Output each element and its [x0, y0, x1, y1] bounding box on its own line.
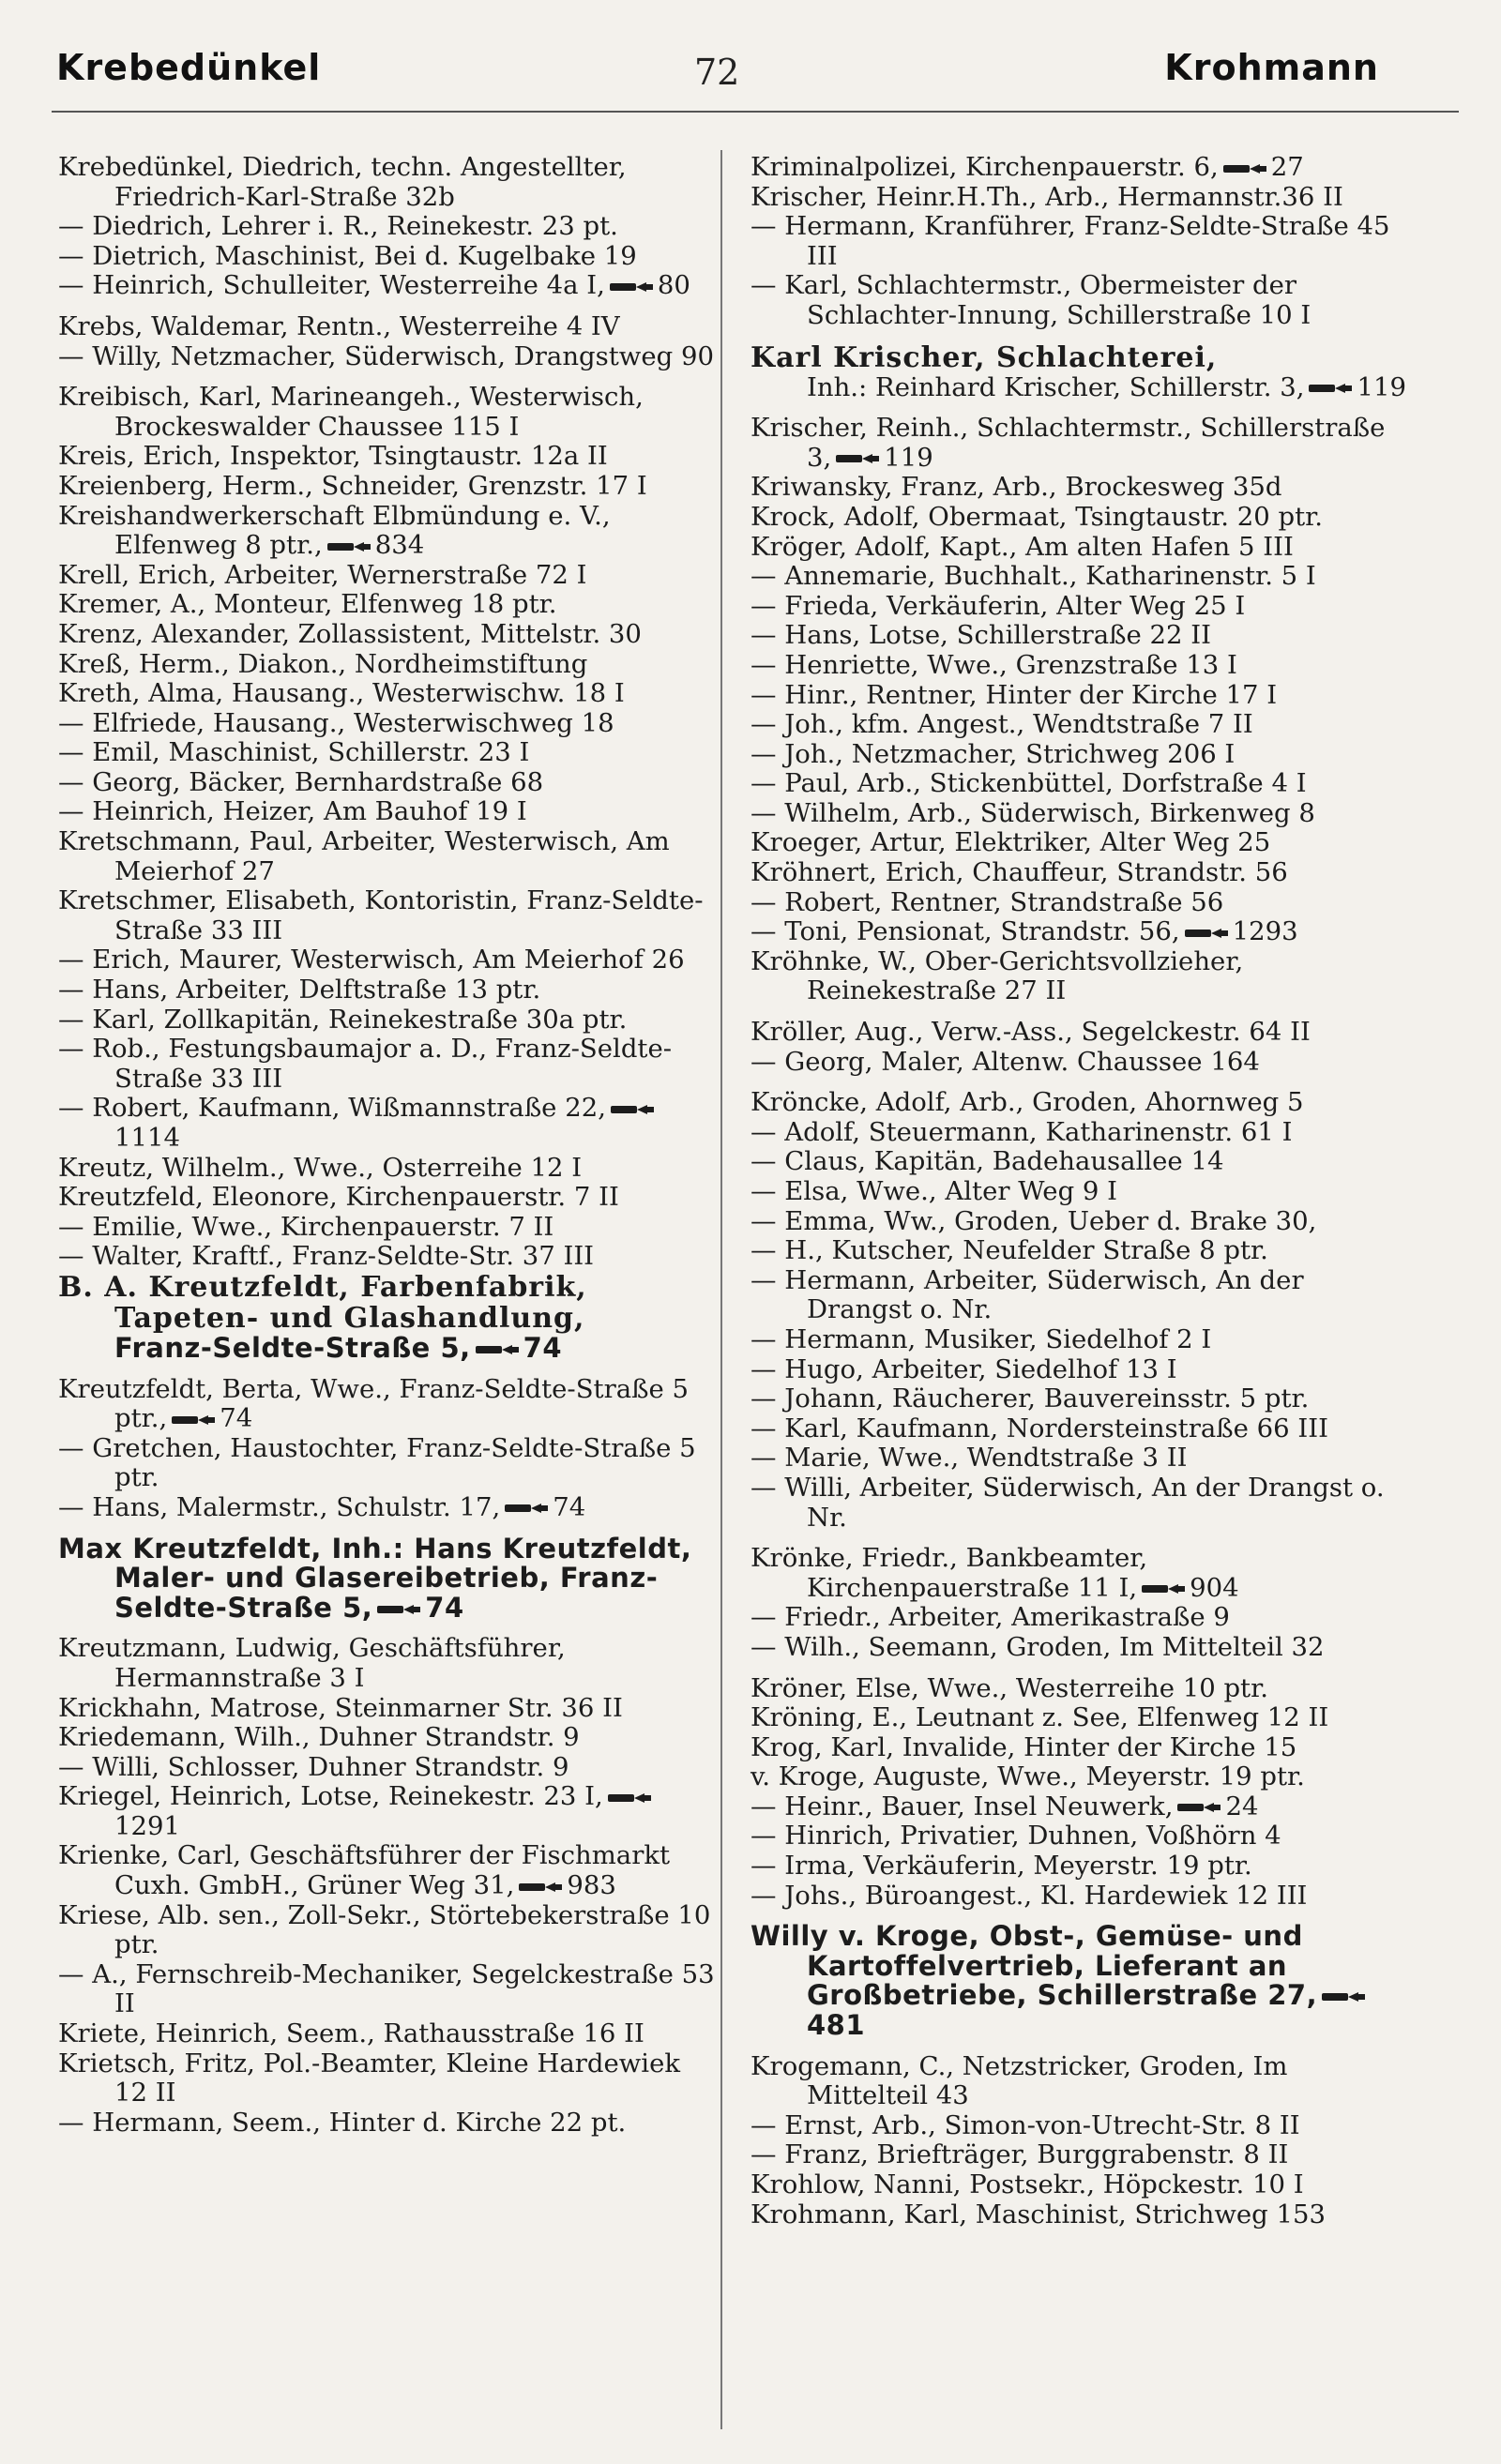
entry-text: — Rob., Festungsbaumajor a. D., Franz-Seldte-Straße 33 III	[58, 1034, 673, 1094]
entry-text: — Emilie, Wwe., Kirchenpauerstr. 7 II	[58, 1211, 554, 1242]
directory-entry	[750, 917, 1407, 947]
directory-entry	[750, 2052, 1407, 2111]
phone-number: 119	[884, 442, 933, 473]
telephone-icon	[610, 1103, 655, 1116]
entry-text: Kröhnke, W., Ober-Gerichtsvollzieher, Reinekestraße 27 II	[750, 945, 1244, 1006]
directory-entry	[58, 590, 715, 620]
directory-entry	[750, 1444, 1407, 1474]
entry-text: — Paul, Arb., Stickenbüttel, Dorfstraße 4 I	[750, 768, 1307, 799]
entry-text: Max Kreutzfeldt, Inh.: Hans Kreutzfeldt, Maler- und Glasereibetrieb, Franz-Seldte-Straße 5,	[58, 1532, 692, 1624]
telephone-icon	[475, 1343, 520, 1356]
directory-entry	[750, 533, 1407, 563]
entry-text: — Heinrich, Schulleiter, Westerreihe 4a I,	[58, 270, 605, 301]
telephone-icon	[1184, 927, 1229, 940]
directory-entry	[58, 502, 715, 561]
entry-text: — Hermann, Kranführer, Franz-Seldte-Straße 45 III	[750, 211, 1390, 271]
directory-entry	[58, 1272, 715, 1334]
left-column	[58, 153, 715, 2138]
entry-text: — Hermann, Arbeiter, Süderwisch, An der Drangst o. Nr.	[750, 1264, 1304, 1325]
directory-entry	[750, 1355, 1407, 1385]
directory-entry	[750, 1384, 1407, 1414]
directory-entry	[58, 1723, 715, 1753]
entry-text: — Hinr., Rentner, Hinter der Kirche 17 I	[750, 679, 1278, 710]
directory-entry	[58, 312, 715, 342]
directory-entry	[750, 1822, 1407, 1852]
entry-text: B. A. Kreutzfeldt, Farbenfabrik, Tapeten- und Glashandlung,	[58, 1270, 587, 1335]
page-number: 72	[694, 52, 740, 93]
entry-text: — H., Kutscher, Neufelder Straße 8 ptr.	[750, 1235, 1268, 1266]
entry-text: Kriegel, Heinrich, Lotse, Reinekestr. 23 I,	[58, 1781, 603, 1812]
directory-entry	[750, 651, 1407, 681]
directory-entry	[750, 1852, 1407, 1882]
directory-entry	[58, 1694, 715, 1724]
entry-text: Kriwansky, Franz, Arb., Brockesweg 35d	[750, 472, 1282, 503]
entry-text: Krock, Adolf, Obermaat, Tsingtaustr. 20 ptr.	[750, 501, 1324, 532]
directory-entry	[58, 153, 715, 212]
entry-text: — Gretchen, Haustochter, Franz-Seldte-Straße 5 ptr.	[58, 1432, 696, 1493]
entry-text: Krohlow, Nanni, Postsekr., Höpckestr. 10 I	[750, 2169, 1304, 2199]
entry-text: Krischer, Heinr.H.Th., Arb., Hermannstr.36 II	[750, 181, 1343, 212]
entry-text: — Hans, Lotse, Schillerstraße 22 II	[750, 620, 1211, 651]
entry-text: Krenz, Alexander, Zollassistent, Mittelstr. 30	[58, 618, 642, 649]
entry-text: — Franz, Briefträger, Burggrabenstr. 8 II	[750, 2139, 1289, 2170]
telephone-icon	[1141, 1582, 1186, 1595]
entry-text: Kröner, Else, Wwe., Westerreihe 10 ptr.	[750, 1672, 1268, 1703]
directory-entry	[750, 153, 1407, 183]
entry-text: Krohmann, Karl, Maschinist, Strichweg 153	[750, 2199, 1327, 2230]
phone-number: 119	[1357, 371, 1406, 402]
entry-text: Krogemann, C., Netzstricker, Groden, Im Mittelteil 43	[750, 2050, 1288, 2111]
entry-text: Krog, Karl, Invalide, Hinter der Kirche 15	[750, 1731, 1297, 1762]
phone-number: 74	[425, 1591, 464, 1624]
directory-entry	[750, 1544, 1407, 1603]
entry-text: v. Kroge, Auguste, Wwe., Meyerstr. 19 ptr.	[750, 1761, 1305, 1792]
directory-entry	[750, 740, 1407, 770]
entry-text: Kreishandwerkerschaft Elbmündung e. V., Elfenweg 8 ptr.,	[58, 500, 611, 561]
directory-entry	[58, 768, 715, 798]
header-last-entry: Krohmann	[1164, 47, 1379, 88]
entry-text: Krietsch, Fritz, Pol.-Beamter, Kleine Hardewiek 12 II	[58, 2048, 681, 2109]
directory-entry	[58, 212, 715, 242]
page-header	[0, 0, 1501, 122]
directory-entry	[58, 827, 715, 886]
entry-text: — Robert, Kaufmann, Wißmannstraße 22,	[58, 1093, 606, 1124]
entry-text: Krell, Erich, Arbeiter, Wernerstraße 72 I	[58, 559, 587, 590]
directory-entry	[58, 975, 715, 1005]
directory-entry	[750, 621, 1407, 651]
entry-text: Kröger, Adolf, Kapt., Am alten Hafen 5 III	[750, 531, 1294, 562]
directory-entry	[750, 1882, 1407, 1912]
directory-entry	[750, 2200, 1407, 2230]
entry-text: Kriedemann, Wilh., Duhner Strandstr. 9	[58, 1722, 580, 1753]
directory-entry	[750, 858, 1407, 888]
entry-text: — Joh., Netzmacher, Strichweg 206 I	[750, 738, 1236, 769]
phone-number: 27	[1270, 152, 1304, 182]
entry-text: Franz-Seldte-Straße 5,	[114, 1331, 471, 1364]
entry-text: — Johs., Büroangest., Kl. Hardewiek 12 III	[750, 1880, 1308, 1911]
directory-entry	[58, 1331, 715, 1364]
entry-text: Kreth, Alma, Hausang., Westerwischw. 18 I	[58, 678, 625, 709]
entry-text: — Toni, Pensionat, Strandstr. 56,	[750, 916, 1180, 947]
entry-text: — Emil, Maschinist, Schillerstr. 23 I	[58, 737, 530, 768]
directory-entry	[750, 373, 1407, 403]
directory-entry	[750, 1603, 1407, 1633]
entry-text: — Willi, Schlosser, Duhner Strandstr. 9	[58, 1751, 569, 1782]
directory-entry	[58, 797, 715, 827]
entry-text: Kröhnert, Erich, Chauffeur, Strandstr. 56	[750, 857, 1288, 888]
directory-entry	[58, 1901, 715, 1960]
entry-text: — Hans, Arbeiter, Delftstraße 13 ptr.	[58, 975, 541, 1005]
directory-entry	[58, 1782, 715, 1841]
entry-text: Kretschmann, Paul, Arbeiter, Westerwisch, Am Meierhof 27	[58, 826, 670, 886]
entry-text: — Irma, Verkäuferin, Meyerstr. 19 ptr.	[750, 1851, 1252, 1882]
directory-entry	[58, 472, 715, 502]
directory-entry	[750, 1147, 1407, 1177]
entry-text: Kreibisch, Karl, Marineangeh., Westerwisch, Brockeswalder Chaussee 115 I	[58, 382, 644, 442]
phone-number: 834	[374, 530, 425, 561]
directory-entry	[750, 799, 1407, 829]
entry-text: Kriese, Alb. sen., Zoll-Sekr., Störtebekerstraße 10 ptr.	[58, 1899, 711, 1960]
directory-entry	[58, 945, 715, 975]
directory-entry	[750, 414, 1407, 473]
entry-text: Kretschmer, Elisabeth, Kontoristin, Franz-Seldte-Straße 33 III	[58, 885, 704, 945]
header-rule	[52, 111, 1459, 113]
entry-text: — Wilh., Seemann, Groden, Im Mittelteil 32	[750, 1631, 1325, 1662]
entry-text: — Annemarie, Buchhalt., Katharinenstr. 5 I	[750, 561, 1316, 592]
directory-entry	[750, 1633, 1407, 1663]
directory-entry	[750, 681, 1407, 711]
directory-entry	[750, 1703, 1407, 1733]
entry-text: Kreutzmann, Ludwig, Geschäftsführer, Hermannstraße 3 I	[58, 1633, 566, 1693]
telephone-icon	[1321, 1990, 1366, 2003]
telephone-icon	[835, 452, 880, 465]
right-column	[750, 153, 1407, 2230]
directory-entry	[750, 1048, 1407, 1078]
entry-text: — Hermann, Seem., Hinter d. Kirche 22 pt.	[58, 2107, 627, 2138]
entry-text: — A., Fernschreib-Mechaniker, Segelckestraße 53 II	[58, 1958, 715, 2019]
entry-text: — Hugo, Arbeiter, Siedelhof 13 I	[750, 1353, 1177, 1384]
entry-text: Krischer, Reinh., Schlachtermstr., Schillerstraße 3,	[750, 413, 1386, 473]
directory-entry	[58, 1634, 715, 1693]
directory-entry	[750, 1177, 1407, 1207]
phone-number: 983	[567, 1870, 616, 1901]
directory-entry	[58, 2109, 715, 2139]
directory-entry	[750, 2170, 1407, 2200]
directory-entry	[58, 1183, 715, 1213]
directory-entry	[750, 1414, 1407, 1444]
entry-text: Kreis, Erich, Inspektor, Tsingtaustr. 12a II	[58, 441, 608, 472]
entry-text: Kröning, E., Leutnant z. See, Elfenweg 12 II	[750, 1702, 1329, 1733]
telephone-icon	[326, 540, 371, 553]
entry-text: — Diedrich, Lehrer i. R., Reinekestr. 23 pt.	[58, 211, 618, 242]
entry-text: Kreienberg, Herm., Schneider, Grenzstr. 17 I	[58, 470, 647, 501]
directory-entry	[750, 2111, 1407, 2141]
entry-text: — Henriette, Wwe., Grenzstraße 13 I	[750, 649, 1237, 680]
entry-text: Kreß, Herm., Diakon., Nordheimstiftung	[58, 648, 588, 679]
entry-text: — Robert, Rentner, Strandstraße 56	[750, 886, 1224, 917]
entry-text: — Dietrich, Maschinist, Bei d. Kugelbake 19	[58, 240, 637, 271]
phone-number: 80	[657, 270, 690, 301]
directory-entry	[58, 1534, 715, 1624]
entry-text: Willy v. Kroge, Obst-, Gemüse- und Kartoffelvertrieb, Lieferant an Großbetriebe, Schillerstraße 27,	[750, 1920, 1318, 2012]
directory-entry	[58, 650, 715, 680]
directory-entry	[750, 2140, 1407, 2170]
directory-entry	[750, 1762, 1407, 1792]
directory-entry	[58, 1841, 715, 1900]
entry-text: — Ernst, Arb., Simon-von-Utrecht-Str. 8 II	[750, 2109, 1300, 2140]
telephone-icon	[504, 1502, 549, 1515]
directory-entry	[750, 592, 1407, 622]
telephone-icon	[1222, 162, 1267, 175]
directory-entry	[750, 1325, 1407, 1355]
directory-entry	[750, 710, 1407, 740]
entry-text: — Willy, Netzmacher, Süderwisch, Drangstweg 90	[58, 340, 714, 371]
entry-text: Kroeger, Artur, Elektriker, Alter Weg 25	[750, 827, 1271, 858]
directory-entry	[58, 620, 715, 650]
entry-text: Kreutz, Wilhelm., Wwe., Osterreihe 12 I	[58, 1152, 583, 1183]
entry-text: — Elfriede, Hausang., Westerwischweg 18	[58, 707, 614, 738]
telephone-icon	[376, 1603, 421, 1616]
phone-number: 1114	[114, 1123, 180, 1153]
entry-text: — Johann, Räucherer, Bauvereinsstr. 5 ptr.	[750, 1383, 1310, 1414]
directory-entry	[58, 561, 715, 591]
entry-text: — Marie, Wwe., Wendtstraße 3 II	[750, 1443, 1188, 1474]
entry-text: — Friedr., Arbeiter, Amerikastraße 9	[750, 1602, 1230, 1633]
telephone-icon	[171, 1413, 216, 1427]
directory-entry	[58, 1154, 715, 1184]
directory-entry	[750, 1088, 1407, 1118]
phone-number: 481	[807, 2009, 866, 2042]
directory-entry	[750, 828, 1407, 858]
directory-entry	[58, 2019, 715, 2049]
entry-text: Kröller, Aug., Verw.-Ass., Segelckestr. 64 II	[750, 1017, 1311, 1048]
entry-text: — Willi, Arbeiter, Süderwisch, An der Drangst o. Nr.	[750, 1472, 1385, 1533]
entry-text: Kriminalpolizei, Kirchenpauerstr. 6,	[750, 152, 1219, 182]
entry-text: — Claus, Kapitän, Badehausallee 14	[750, 1146, 1224, 1177]
directory-entry	[750, 342, 1407, 373]
entry-text: Kremer, A., Monteur, Elfenweg 18 ptr.	[58, 589, 557, 620]
phone-number: 1293	[1232, 916, 1298, 947]
entry-text: — Erich, Maurer, Westerwisch, Am Meierhof 26	[58, 945, 685, 975]
directory-entry	[750, 1474, 1407, 1533]
entry-text: Kreutzfeldt, Berta, Wwe., Franz-Seldte-Straße 5 ptr.,	[58, 1373, 690, 1434]
directory-entry	[750, 769, 1407, 799]
directory-entry	[750, 1733, 1407, 1763]
directory-entry	[750, 1236, 1407, 1266]
entry-text: Krienke, Carl, Geschäftsführer der Fischmarkt Cuxh. GmbH., Grüner Weg 31,	[58, 1840, 671, 1901]
directory-entry	[58, 342, 715, 372]
entry-text: — Heinrich, Heizer, Am Bauhof 19 I	[58, 796, 527, 827]
directory-entry	[58, 1094, 715, 1153]
telephone-icon	[609, 280, 654, 294]
entry-text: — Georg, Maler, Altenw. Chaussee 164	[750, 1046, 1260, 1077]
directory-entry	[750, 1922, 1407, 2040]
directory-entry	[58, 886, 715, 945]
directory-entry	[58, 1005, 715, 1035]
entry-text: — Emma, Ww., Groden, Ueber d. Brake 30,	[750, 1205, 1317, 1236]
directory-entry	[58, 442, 715, 472]
directory-entry	[750, 1266, 1407, 1325]
entry-text: — Hans, Malermstr., Schulstr. 17,	[58, 1491, 501, 1522]
entry-text: — Georg, Bäcker, Bernhardstraße 68	[58, 766, 544, 797]
directory-entry	[58, 383, 715, 442]
phone-number: 74	[553, 1491, 586, 1522]
entry-text: — Hinrich, Privatier, Duhnen, Voßhörn 4	[750, 1821, 1281, 1852]
directory-entry	[750, 212, 1407, 271]
directory-entry	[750, 947, 1407, 1006]
entry-text: — Frieda, Verkäuferin, Alter Weg 25 I	[750, 590, 1246, 621]
entry-text: — Karl, Schlachtermstr., Obermeister der Schlachter-Innung, Schillerstraße 10 I	[750, 270, 1311, 330]
entry-text: — Wilhelm, Arb., Süderwisch, Birkenweg 8	[750, 797, 1315, 828]
directory-entry	[58, 1213, 715, 1243]
entry-text: — Karl, Zollkapitän, Reinekestraße 30a ptr.	[58, 1004, 628, 1035]
directory-entry	[58, 709, 715, 739]
entry-text: Kreutzfeld, Eleonore, Kirchenpauerstr. 7 II	[58, 1182, 619, 1213]
entry-text: Kriete, Heinrich, Seem., Rathausstraße 16 II	[58, 2018, 644, 2049]
entry-text: Inh.: Reinhard Krischer, Schillerstr. 3,	[807, 371, 1305, 402]
telephone-icon	[1308, 382, 1353, 395]
entry-text: — Elsa, Wwe., Alter Weg 9 I	[750, 1176, 1118, 1206]
directory-entry	[750, 1792, 1407, 1822]
directory-entry	[58, 1493, 715, 1523]
entry-text: — Joh., kfm. Angest., Wendtstraße 7 II	[750, 709, 1253, 740]
directory-entry	[58, 242, 715, 272]
phone-number: 1291	[114, 1810, 180, 1841]
telephone-icon	[518, 1881, 563, 1894]
directory-entry	[750, 1118, 1407, 1148]
directory-entry	[58, 1242, 715, 1272]
telephone-icon	[607, 1791, 652, 1805]
telephone-icon	[1176, 1801, 1221, 1814]
directory-entry	[58, 1753, 715, 1783]
directory-entry	[58, 738, 715, 768]
entry-text: — Heinr., Bauer, Insel Neuwerk,	[750, 1791, 1174, 1822]
entry-text: — Hermann, Musiker, Siedelhof 2 I	[750, 1323, 1212, 1354]
entry-text: — Adolf, Steuermann, Katharinenstr. 61 I	[750, 1116, 1293, 1147]
directory-entry	[750, 271, 1407, 330]
directory-entry	[750, 562, 1407, 592]
directory-entry	[58, 1375, 715, 1434]
directory-entry	[750, 503, 1407, 533]
directory-entry	[58, 1434, 715, 1493]
directory-entry	[750, 1674, 1407, 1704]
entry-text: Kröncke, Adolf, Arb., Groden, Ahornweg 5	[750, 1087, 1304, 1118]
header-first-entry: Krebedünkel	[56, 47, 322, 88]
entry-text: — Walter, Kraftf., Franz-Seldte-Str. 37 III	[58, 1241, 595, 1272]
directory-entry	[750, 1207, 1407, 1237]
directory-entry	[750, 888, 1407, 918]
directory-entry	[750, 1018, 1407, 1048]
phone-number: 74	[220, 1403, 253, 1434]
column-divider	[720, 150, 722, 2429]
entry-text: Karl Krischer, Schlachterei,	[750, 340, 1218, 374]
directory-entry	[58, 2049, 715, 2109]
entry-text: Krebs, Waldemar, Rentn., Westerreihe 4 IV	[58, 310, 620, 341]
directory-entry	[750, 183, 1407, 213]
entry-text: Krebedünkel, Diedrich, techn. Angestellter, Friedrich-Karl-Straße 32b	[58, 152, 627, 212]
entry-text: — Karl, Kaufmann, Norderstеinstraße 66 III	[750, 1413, 1328, 1444]
directory-entry	[58, 679, 715, 709]
directory-entry	[58, 271, 715, 301]
phone-number: 24	[1225, 1791, 1259, 1822]
phone-number: 904	[1190, 1572, 1239, 1603]
directory-entry	[58, 1960, 715, 2019]
phone-number: 74	[523, 1331, 563, 1364]
directory-entry	[58, 1035, 715, 1094]
directory-entry	[750, 473, 1407, 503]
entry-text: Krönke, Friedr., Bankbeamter, Kirchenpauerstraße 11 I,	[750, 1543, 1148, 1603]
entry-text: Krickhahn, Matrose, Steinmarner Str. 36 II	[58, 1692, 623, 1723]
